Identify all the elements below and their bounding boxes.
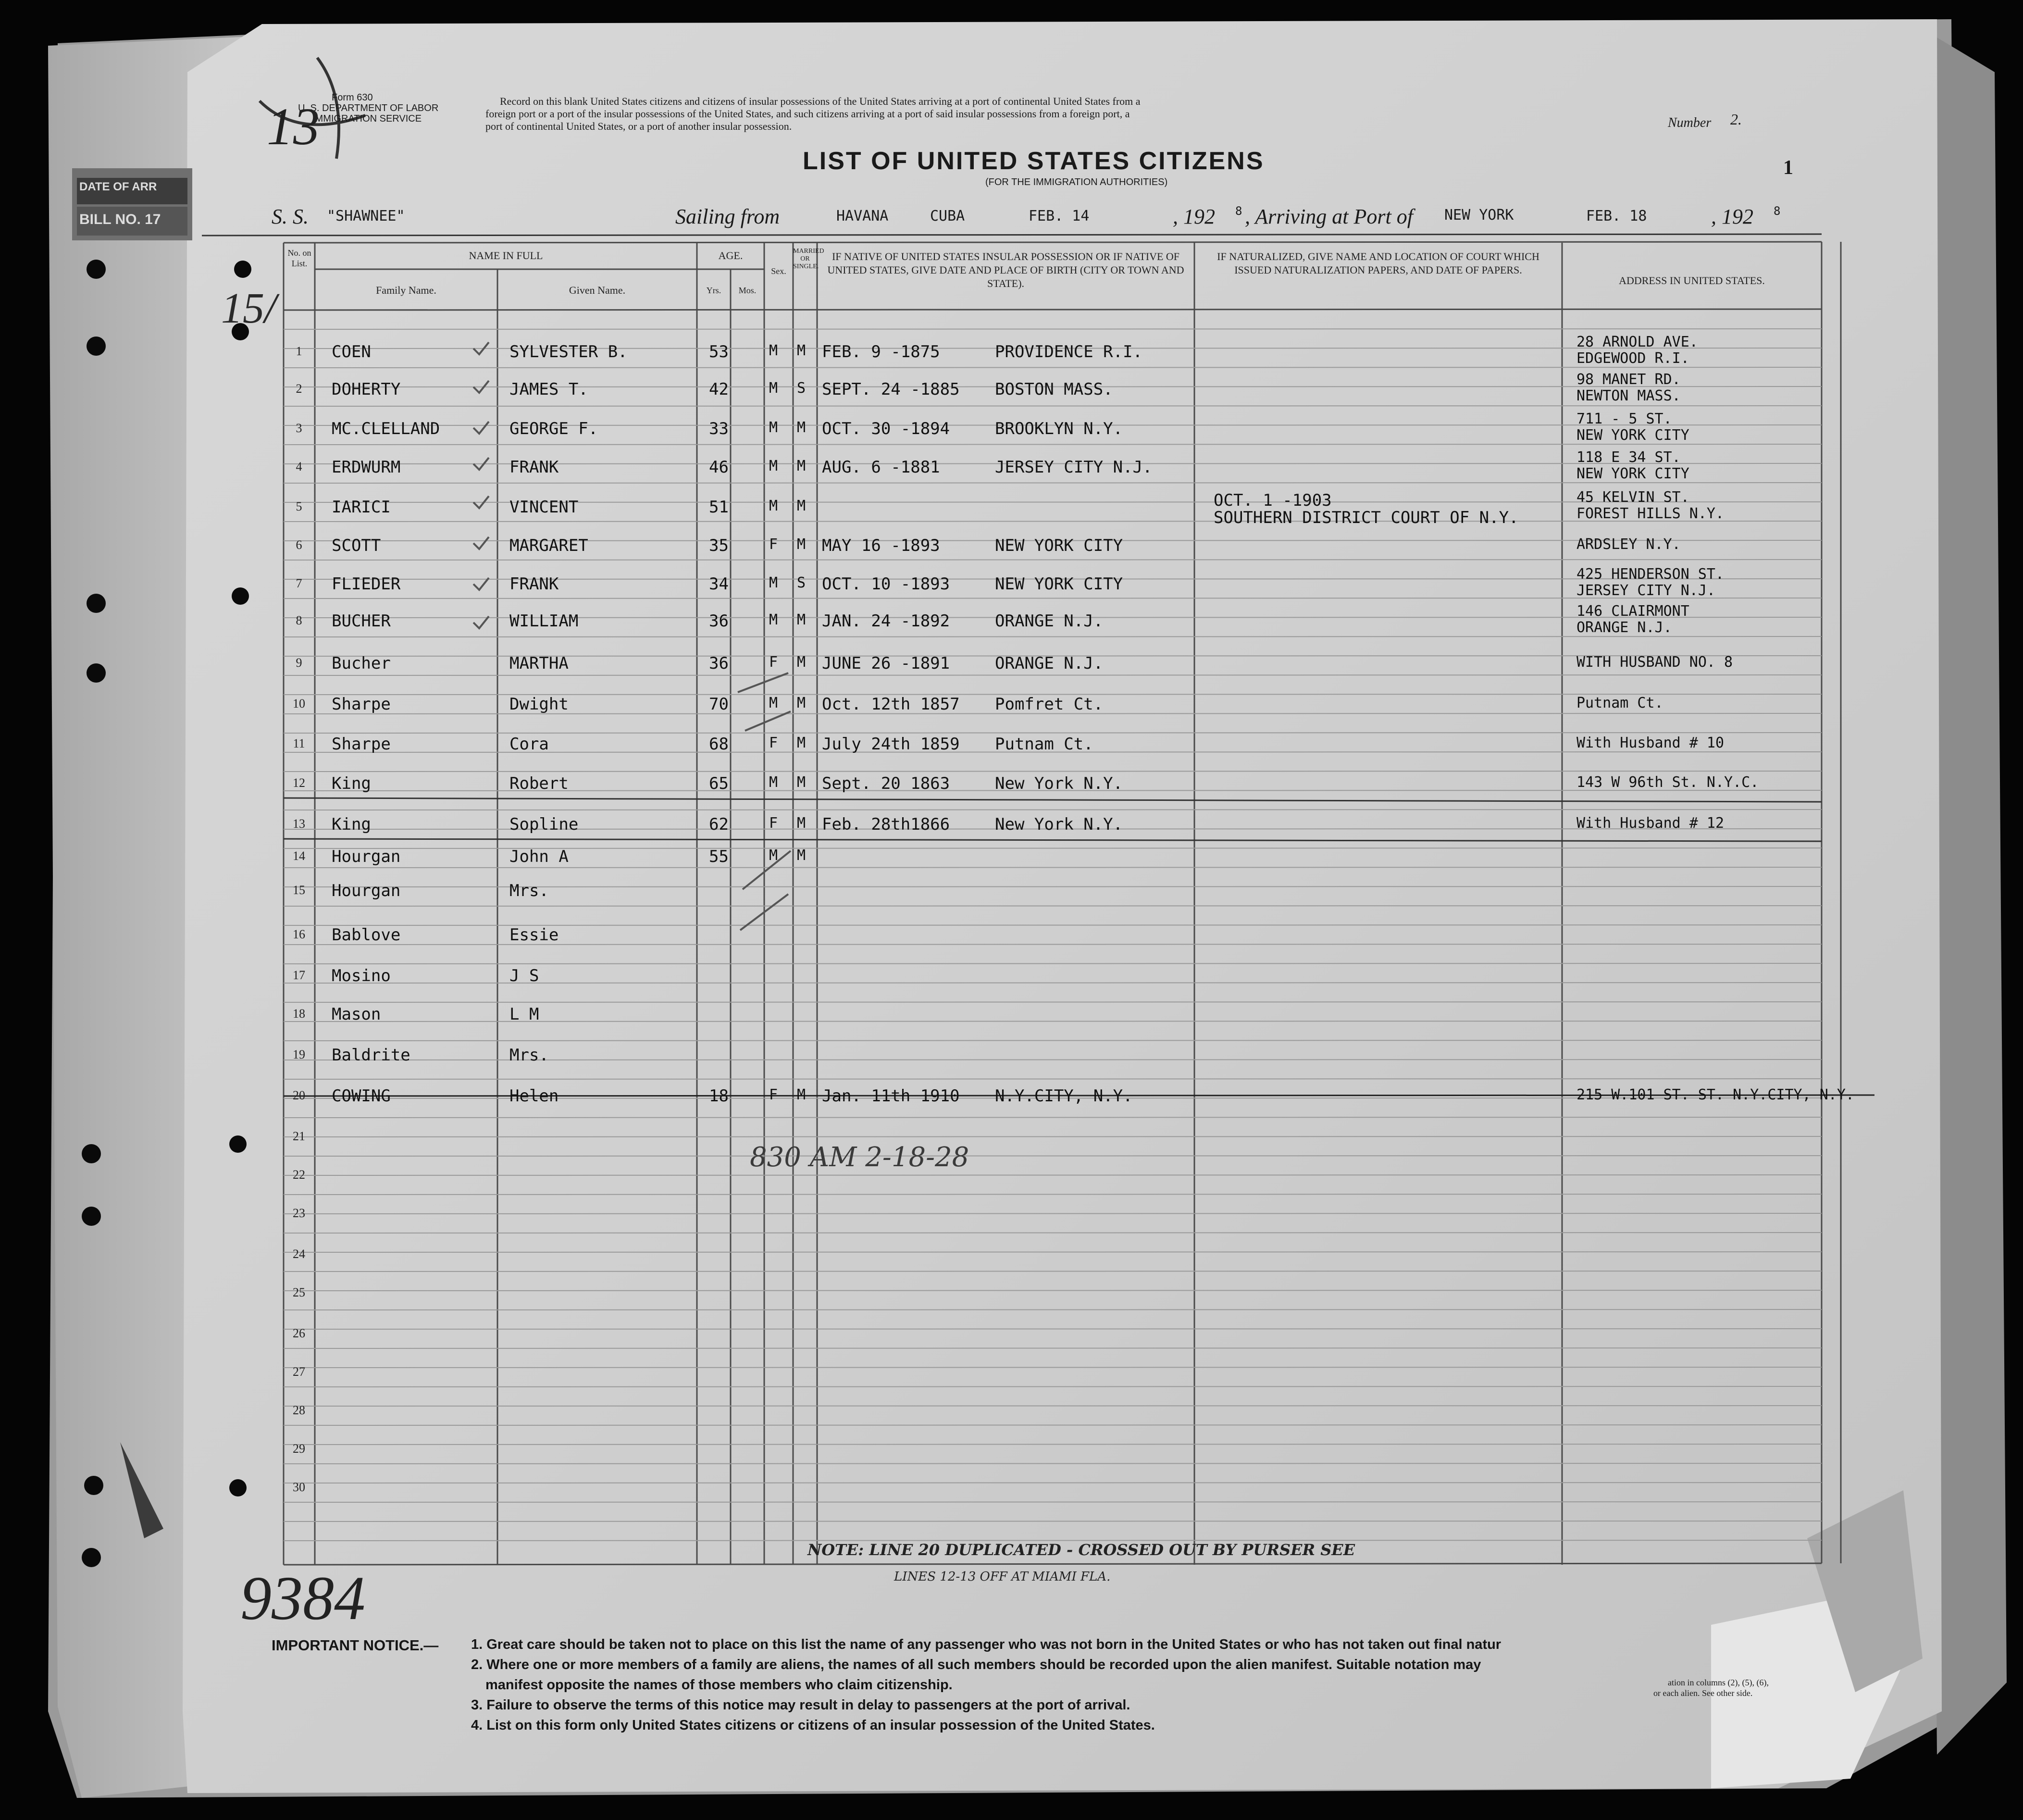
form-number: Form 630 — [332, 92, 373, 103]
arrival-port: NEW YORK — [1444, 207, 1514, 224]
row-number: 3 — [296, 421, 302, 435]
given-name: Robert — [509, 774, 569, 793]
notice-item-2-cont: manifest opposite the names of those members who claim citizenship. — [485, 1677, 953, 1693]
family-name: King — [332, 815, 371, 834]
given-name: MARGARET — [509, 536, 588, 555]
address-line-1: 146 CLAIRMONT — [1576, 603, 1689, 620]
given-name: VINCENT — [509, 498, 579, 517]
row-number: 9 — [296, 656, 302, 670]
sex: F — [769, 1086, 778, 1103]
age: 62 — [709, 815, 729, 834]
given-name: L M — [509, 1005, 539, 1024]
year-1: , 192 — [1173, 205, 1215, 228]
family-name: FLIEDER — [332, 574, 401, 594]
age: 42 — [709, 380, 729, 399]
col-married: MARRIED OR SINGLE. — [793, 248, 824, 270]
row-number: 15 — [293, 883, 305, 897]
col-naturalized: IF NATURALIZED, GIVE NAME AND LOCATION OF COURT WHICH ISSUED NATURALIZATION PAPERS, AND DATE OF PAPERS. — [1217, 250, 1539, 276]
age: 51 — [709, 498, 729, 517]
row-number: 25 — [293, 1285, 305, 1299]
row-number: 26 — [293, 1326, 305, 1340]
family-name: COEN — [332, 342, 371, 362]
department: U. S. DEPARTMENT OF LABOR — [298, 103, 439, 113]
birth-place: BOSTON MASS. — [995, 380, 1113, 399]
note-lines-12-13: LINES 12-13 OFF AT MIAMI FLA. — [894, 1570, 1111, 1584]
sailing-label: Sailing from — [675, 205, 780, 228]
family-name: ERDWURM — [332, 458, 401, 477]
year-2-digit: 8 — [1774, 204, 1781, 218]
age: 68 — [709, 735, 729, 754]
birth-place: BROOKLYN N.Y. — [995, 419, 1123, 438]
birth-date: Feb. 28th1866 — [822, 815, 950, 834]
given-name: J S — [509, 966, 539, 985]
birth-place: Putnam Ct. — [995, 735, 1093, 754]
given-name: Mrs. — [509, 881, 549, 900]
family-name: Sharpe — [332, 695, 391, 714]
row-number: 16 — [293, 927, 305, 941]
birth-date: Oct. 12th 1857 — [822, 695, 960, 714]
side-note-2: or each alien. See other side. — [1653, 1688, 1753, 1698]
birth-place: New York N.Y. — [995, 815, 1123, 834]
row-number: 13 — [293, 817, 305, 831]
row-number: 14 — [293, 849, 305, 863]
age: 36 — [709, 654, 729, 673]
address-line-1: 425 HENDERSON ST. — [1576, 566, 1725, 583]
sex: M — [769, 695, 778, 711]
given-name: Helen — [509, 1086, 559, 1106]
age: 55 — [709, 847, 729, 866]
row-number: 23 — [293, 1206, 305, 1220]
row-number: 29 — [293, 1442, 305, 1456]
age: 18 — [709, 1086, 729, 1106]
address-line-2: ARDSLEY N.Y. — [1576, 536, 1681, 553]
col-sex: Sex. — [771, 266, 786, 276]
service: IMMIGRATION SERVICE — [312, 113, 422, 124]
col-address: ADDRESS IN UNITED STATES. — [1619, 274, 1765, 287]
number-value: 2. — [1730, 111, 1742, 128]
naturalization-court: SOUTHERN DISTRICT COURT OF N.Y. — [1214, 508, 1519, 527]
row-number: 7 — [296, 576, 302, 590]
bottom-handwritten-number: 9384 — [240, 1564, 365, 1633]
notice-item-1: 1. Great care should be taken not to place on this list the name of any passenger who was not born in the United States or who has not taken out final natur — [471, 1637, 1502, 1652]
marital-status: M — [797, 735, 806, 751]
side-note-1: ation in columns (2), (5), (6), — [1668, 1678, 1769, 1687]
page-title: LIST OF UNITED STATES CITIZENS — [803, 147, 1265, 175]
address-line-1: 118 E 34 ST. — [1576, 449, 1681, 466]
age: 70 — [709, 695, 729, 714]
marital-status: M — [797, 815, 806, 832]
address-line-2: EDGEWOOD R.I. — [1576, 350, 1689, 367]
address-line-2: Putnam Ct. — [1576, 695, 1663, 711]
sex: M — [769, 498, 778, 514]
given-name: Mrs. — [509, 1046, 549, 1065]
sex: M — [769, 419, 778, 436]
col-yrs: Yrs. — [706, 286, 721, 295]
row-number: 21 — [293, 1129, 305, 1143]
sex: M — [769, 574, 778, 591]
given-name: MARTHA — [509, 654, 569, 673]
birth-place: NEW YORK CITY — [995, 536, 1123, 555]
row-number: 30 — [293, 1480, 305, 1494]
birth-place: ORANGE N.J. — [995, 654, 1104, 673]
given-name: JAMES T. — [509, 380, 588, 399]
family-name: IARICI — [332, 498, 391, 517]
birth-date: Sept. 20 1863 — [822, 774, 950, 793]
depart-date: FEB. 14 — [1029, 208, 1090, 224]
page-number: 1 — [1783, 157, 1793, 179]
marital-status: S — [797, 380, 806, 397]
note-line-20-duplicated: NOTE: LINE 20 DUPLICATED - CROSSED OUT BY PURSER SEE — [807, 1541, 1355, 1559]
address-line-2: ORANGE N.J. — [1576, 619, 1672, 636]
age: 36 — [709, 611, 729, 631]
birth-place: NEW YORK CITY — [995, 574, 1123, 594]
row-number: 28 — [293, 1403, 305, 1417]
row-number: 10 — [293, 697, 305, 711]
address-line-2: 143 W 96th St. N.Y.C. — [1576, 774, 1759, 791]
row-number: 18 — [293, 1007, 305, 1021]
marital-status: M — [797, 695, 806, 711]
family-name: DOHERTY — [332, 380, 401, 399]
family-name: Bucher — [332, 654, 391, 673]
address-line-1: 98 MANET RD. — [1576, 371, 1681, 388]
col-given-name: Given Name. — [569, 284, 626, 296]
address-line-2: NEW YORK CITY — [1576, 427, 1689, 444]
sex: M — [769, 342, 778, 359]
birth-date: MAY 16 -1893 — [822, 536, 940, 555]
birth-date: Jan. 11th 1910 — [822, 1086, 960, 1106]
sex: M — [769, 380, 778, 397]
address-line-2: With Husband # 10 — [1576, 735, 1725, 751]
given-name: Essie — [509, 925, 559, 945]
age: 34 — [709, 574, 729, 594]
row-number: 22 — [293, 1168, 305, 1182]
col-no: No. on List. — [287, 248, 311, 268]
family-name: MC.CLELLAND — [332, 419, 440, 438]
address-line-1: 45 KELVIN ST. — [1576, 489, 1689, 506]
col-name-in-full: NAME IN FULL — [469, 249, 543, 262]
record-note-3: port of continental United States, or a port of another insular possession. — [485, 120, 792, 132]
family-name: Mosino — [332, 966, 391, 985]
address-line-2: NEWTON MASS. — [1576, 387, 1681, 404]
address-line-1: 711 - 5 ST. — [1576, 411, 1672, 427]
marital-status: M — [797, 536, 806, 553]
col-family-name: Family Name. — [376, 284, 436, 296]
arrive-date: FEB. 18 — [1586, 208, 1647, 224]
age: 53 — [709, 342, 729, 362]
row-number: 24 — [293, 1247, 305, 1261]
notice-item-3: 3. Failure to observe the terms of this notice may result in delay to passengers at the port of arrival. — [471, 1697, 1130, 1713]
corner-mark: 15/ — [221, 285, 277, 332]
given-name: Dwight — [509, 695, 569, 714]
birth-date: July 24th 1859 — [822, 735, 960, 754]
birth-date: AUG. 6 -1881 — [822, 458, 940, 477]
family-name: Hourgan — [332, 847, 401, 866]
sex: M — [769, 458, 778, 474]
row-number: 11 — [293, 736, 305, 750]
birth-date: FEB. 9 -1875 — [822, 342, 940, 362]
birth-place: Pomfret Ct. — [995, 695, 1104, 714]
col-age: AGE. — [718, 249, 743, 262]
family-name: BUCHER — [332, 611, 391, 631]
sex: F — [769, 735, 778, 751]
corner-handwriting: 13 — [267, 97, 320, 156]
record-note-1: Record on this blank United States citizens and citizens of insular possessions of the United States arriving at a port of continental United States from a — [500, 95, 1141, 107]
address-line-2: With Husband # 12 — [1576, 815, 1725, 832]
given-name: Sopline — [509, 815, 579, 834]
address-line-2: WITH HUSBAND NO. 8 — [1576, 654, 1733, 671]
birth-place: ORANGE N.J. — [995, 611, 1104, 631]
given-name: GEORGE F. — [509, 419, 598, 438]
birth-date: JAN. 24 -1892 — [822, 611, 950, 631]
row-number: 5 — [296, 499, 302, 513]
from-city: HAVANA — [836, 208, 889, 224]
age: 65 — [709, 774, 729, 793]
sex: F — [769, 815, 778, 832]
address-line-2: FOREST HILLS N.Y. — [1576, 505, 1725, 522]
birth-date: SEPT. 24 -1885 — [822, 380, 960, 399]
birth-place: PROVIDENCE R.I. — [995, 342, 1143, 362]
row-number: 17 — [293, 968, 305, 982]
row-number: 8 — [296, 613, 302, 627]
notice-item-4: 4. List on this form only United States citizens or citizens of an insular possession of the United States. — [471, 1718, 1155, 1733]
given-name: John A — [509, 847, 569, 866]
address-line-2: 215 W.101 ST. ST. N.Y.CITY, N.Y. — [1576, 1086, 1854, 1103]
row-number: 19 — [293, 1047, 305, 1061]
family-name: Hourgan — [332, 881, 401, 900]
marital-status: M — [797, 342, 806, 359]
birth-date: JUNE 26 -1891 — [822, 654, 950, 673]
age: 35 — [709, 536, 729, 555]
from-country: CUBA — [930, 208, 965, 224]
marital-status: M — [797, 419, 806, 436]
row-number: 2 — [296, 382, 302, 396]
address-line-2: NEW YORK CITY — [1576, 465, 1689, 482]
address-line-1: 28 ARNOLD AVE. — [1576, 334, 1698, 350]
ship-name: "SHAWNEE" — [327, 208, 405, 224]
row-number: 27 — [293, 1365, 305, 1379]
family-name: Sharpe — [332, 735, 391, 754]
marital-status: M — [797, 654, 806, 671]
given-name: FRANK — [509, 574, 559, 594]
stamp-date-arrival: DATE OF ARR — [79, 180, 157, 193]
marital-status: M — [797, 774, 806, 791]
marital-status: M — [797, 611, 806, 628]
notice-item-2: 2. Where one or more members of a family are aliens, the names of all such members should be recorded upon the alien manifest. Suitable notation may — [471, 1657, 1481, 1672]
notice-label: IMPORTANT NOTICE.— — [272, 1637, 439, 1654]
year-1-digit: 8 — [1235, 204, 1242, 218]
family-name: COWING — [332, 1086, 391, 1106]
family-name: King — [332, 774, 371, 793]
family-name: Bablove — [332, 925, 401, 945]
address-line-2: JERSEY CITY N.J. — [1576, 582, 1715, 599]
given-name: FRANK — [509, 458, 559, 477]
given-name: WILLIAM — [509, 611, 579, 631]
stamp-bill-no: BILL NO. 17 — [79, 212, 161, 227]
record-note-2: foreign port or a port of the insular possessions of the United States, and such citizens arriving at a port of said insular possessions from a foreign port, a — [485, 108, 1130, 120]
sex: F — [769, 536, 778, 553]
marital-status: M — [797, 498, 806, 514]
col-mos: Mos. — [738, 286, 757, 295]
row-number: 12 — [293, 776, 305, 790]
marital-status: S — [797, 574, 806, 591]
birth-place: N.Y.CITY, N.Y. — [995, 1086, 1133, 1106]
arrival-time-stamp: 830 AM 2-18-28 — [750, 1142, 969, 1173]
sex: M — [769, 847, 778, 864]
row-number: 1 — [296, 344, 302, 358]
col-birth: IF NATIVE OF UNITED STATES INSULAR POSSESSION OR IF NATIVE OF UNITED STATES, GIVE DATE AND PLACE OF BIRTH (CITY OR TOWN AND STATE). — [827, 250, 1184, 289]
number-label: Number — [1668, 115, 1712, 130]
sex: M — [769, 774, 778, 791]
age: 46 — [709, 458, 729, 477]
family-name: Baldrite — [332, 1046, 410, 1065]
given-name: SYLVESTER B. — [509, 342, 628, 362]
row-number: 6 — [296, 538, 302, 552]
birth-date: OCT. 30 -1894 — [822, 419, 950, 438]
page-subtitle: (FOR THE IMMIGRATION AUTHORITIES) — [985, 177, 1168, 187]
ss-label: S. S. — [272, 205, 309, 228]
sex: M — [769, 611, 778, 628]
naturalization-date: OCT. 1 -1903 — [1214, 491, 1332, 510]
family-name: Mason — [332, 1005, 381, 1024]
marital-status: M — [797, 847, 806, 864]
row-number: 20 — [293, 1088, 305, 1102]
sex: F — [769, 654, 778, 671]
marital-status: M — [797, 1086, 806, 1103]
family-name: SCOTT — [332, 536, 381, 555]
given-name: Cora — [509, 735, 549, 754]
arriving-label: , Arriving at Port of — [1245, 205, 1413, 228]
year-2: , 192 — [1711, 205, 1753, 228]
age: 33 — [709, 419, 729, 438]
birth-date: OCT. 10 -1893 — [822, 574, 950, 594]
marital-status: M — [797, 458, 806, 474]
birth-place: New York N.Y. — [995, 774, 1123, 793]
row-number: 4 — [296, 460, 302, 474]
birth-place: JERSEY CITY N.J. — [995, 458, 1153, 477]
